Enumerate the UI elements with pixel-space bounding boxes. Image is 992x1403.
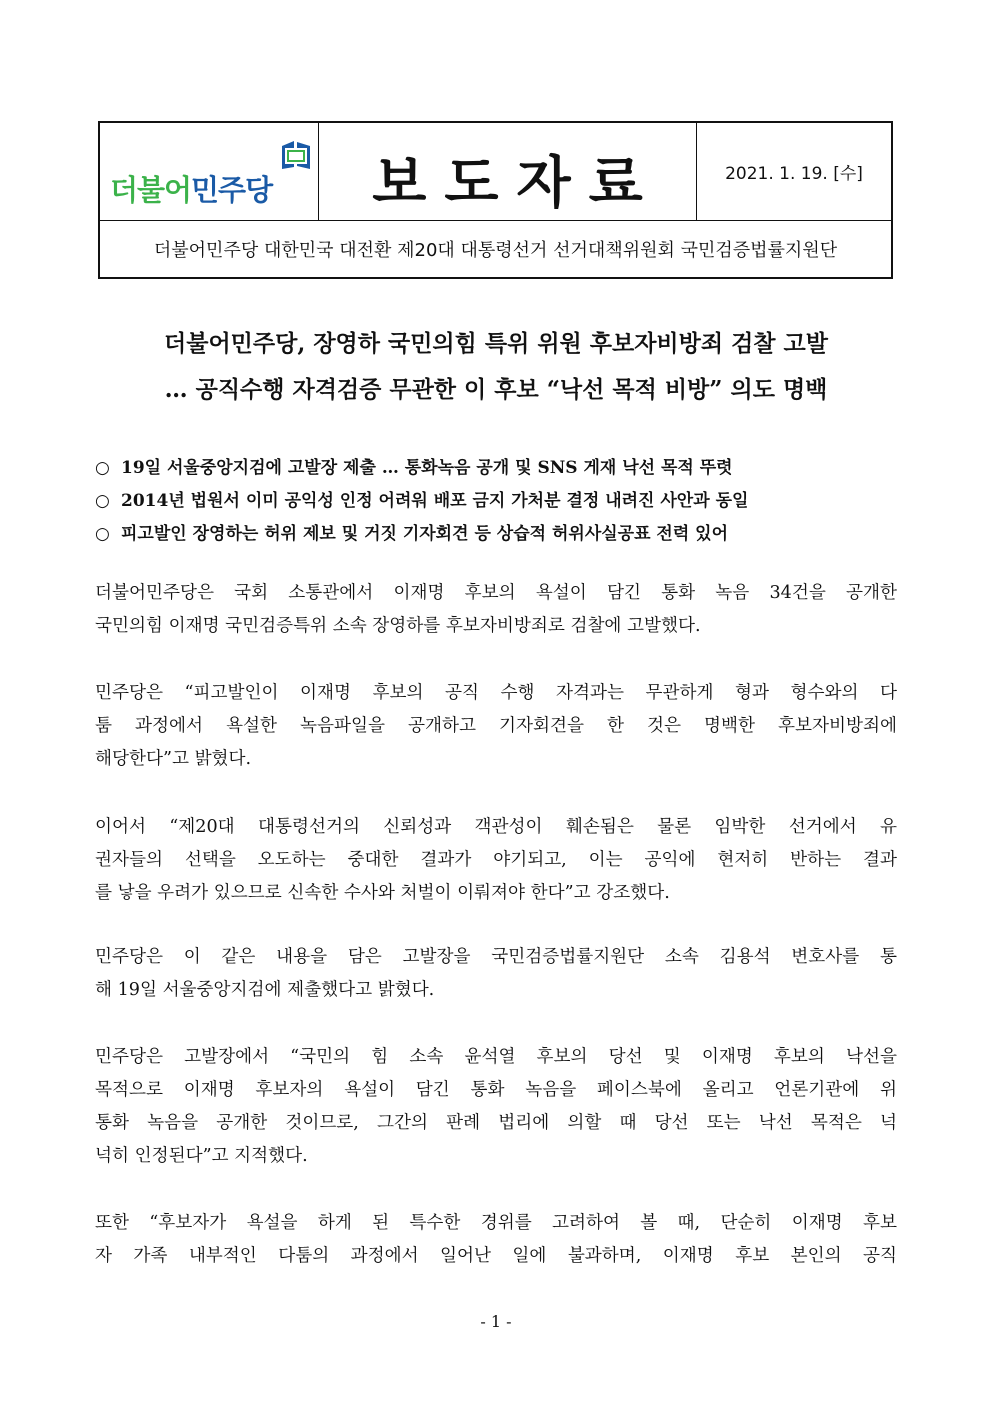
bullet-text: 2014년 법원서 이미 공익성 인정 어려워 배포 금지 가처분 결정 내려진 사안과 동일 [121,491,749,511]
paragraph-line: 해 19일 서울중앙지검에 제출했다고 밝혔다. [95,980,435,1000]
press-release-header [98,121,893,279]
party-logo-icon [280,140,312,170]
logo-text-blue: 민주당 [191,173,273,207]
header-top-row [100,123,891,221]
release-date: 2021. 1. 19. [수] [725,164,863,184]
paragraph-line: 자 가족 내부적인 다툼의 과정에서 일어난 일에 불과하며, 이재명 후보 본인의 공직 [95,1246,897,1266]
summary-bullet [95,453,733,478]
body-paragraph [95,1041,897,1173]
paragraph-line: 통화 녹음을 공개한 것이므로, 그간의 판례 법리에 의할 때 당선 또는 낙선 목적은 넉 [95,1113,897,1133]
body-paragraph [95,811,897,910]
headline-line-2: … 공직수행 자격검증 무관한 이 후보 “낙선 목적 비방” 의도 명백 [164,376,828,403]
paragraph-line: 툼 과정에서 욕설한 녹음파일을 공개하고 기자회견을 한 것은 명백한 후보자비방죄에 [95,716,897,736]
organization-name: 더불어민주당 대한민국 대전환 제20대 대통령선거 선거대책위원회 국민검증법률지원단 [153,240,838,261]
body-paragraph [95,577,897,643]
bullet-text: 19일 서울중앙지검에 고발장 제출 … 통화녹음 공개 및 SNS 게재 낙선 목적 뚜렷 [121,458,733,478]
bullet-marker: ○ [95,491,110,511]
paragraph-line: 해당한다”고 밝혔다. [95,749,252,769]
bullet-text: 피고발인 장영하는 허위 제보 및 거짓 기자회견 등 상습적 허위사실공표 전력 있어 [121,524,729,544]
paragraph-line: 또한 “후보자가 욕설을 하게 된 특수한 경위를 고려하여 볼 때, 단순히 이재명 후보 [95,1213,897,1233]
logo-cell [100,123,319,220]
paragraph-line: 민주당은 “피고발인이 이재명 후보의 공직 수행 자격과는 무관하게 형과 형수와의 다 [95,683,897,703]
paragraph-line: 권자들의 선택을 오도하는 중대한 결과가 야기되고, 이는 공익에 현저히 반하는 결과 [95,850,897,870]
headline-line-1: 더불어민주당, 장영하 국민의힘 특위 위원 후보자비방죄 검찰 고발 [164,330,828,357]
paragraph-line: 국민의힘 이재명 국민검증특위 소속 장영하를 후보자비방죄로 검찰에 고발했다. [95,616,701,636]
paragraph-line: 민주당은 이 같은 내용을 담은 고발장을 국민검증법률지원단 소속 김용석 변호사를 통 [95,947,897,967]
party-logo-text [110,168,272,209]
body-paragraph [95,677,897,776]
bullet-marker: ○ [95,458,110,478]
header-org-row [100,221,891,277]
page-number: - 1 - [480,1312,512,1331]
logo-text-green: 더불어 [110,173,192,207]
paragraph-line: 넉히 인정된다”고 지적했다. [95,1146,308,1166]
paragraph-line: 목적으로 이재명 후보자의 욕설이 담긴 통화 녹음을 페이스북에 올리고 언론기관에 위 [95,1080,897,1100]
bullet-marker: ○ [95,524,110,544]
document-title: 보도자료 [372,151,661,216]
summary-bullet [95,486,748,511]
party-logo [110,138,310,208]
paragraph-line: 더불어민주당은 국회 소통관에서 이재명 후보의 욕설이 담긴 통화 녹음 34건을 공개한 [95,583,897,603]
title-cell [319,123,697,220]
body-paragraph [95,1207,897,1273]
body-paragraph [95,941,897,1007]
date-cell [697,123,891,220]
paragraph-line: 민주당은 고발장에서 “국민의 힘 소속 윤석열 후보의 당선 및 이재명 후보의 낙선을 [95,1047,897,1067]
summary-bullet [95,519,728,544]
paragraph-line: 를 낳을 우려가 있으므로 신속한 수사와 처벌이 이뤄져야 한다”고 강조했다. [95,883,670,903]
paragraph-line: 이어서 “제20대 대통령선거의 신뢰성과 객관성이 훼손됨은 물론 임박한 선거에서 유 [95,817,897,837]
